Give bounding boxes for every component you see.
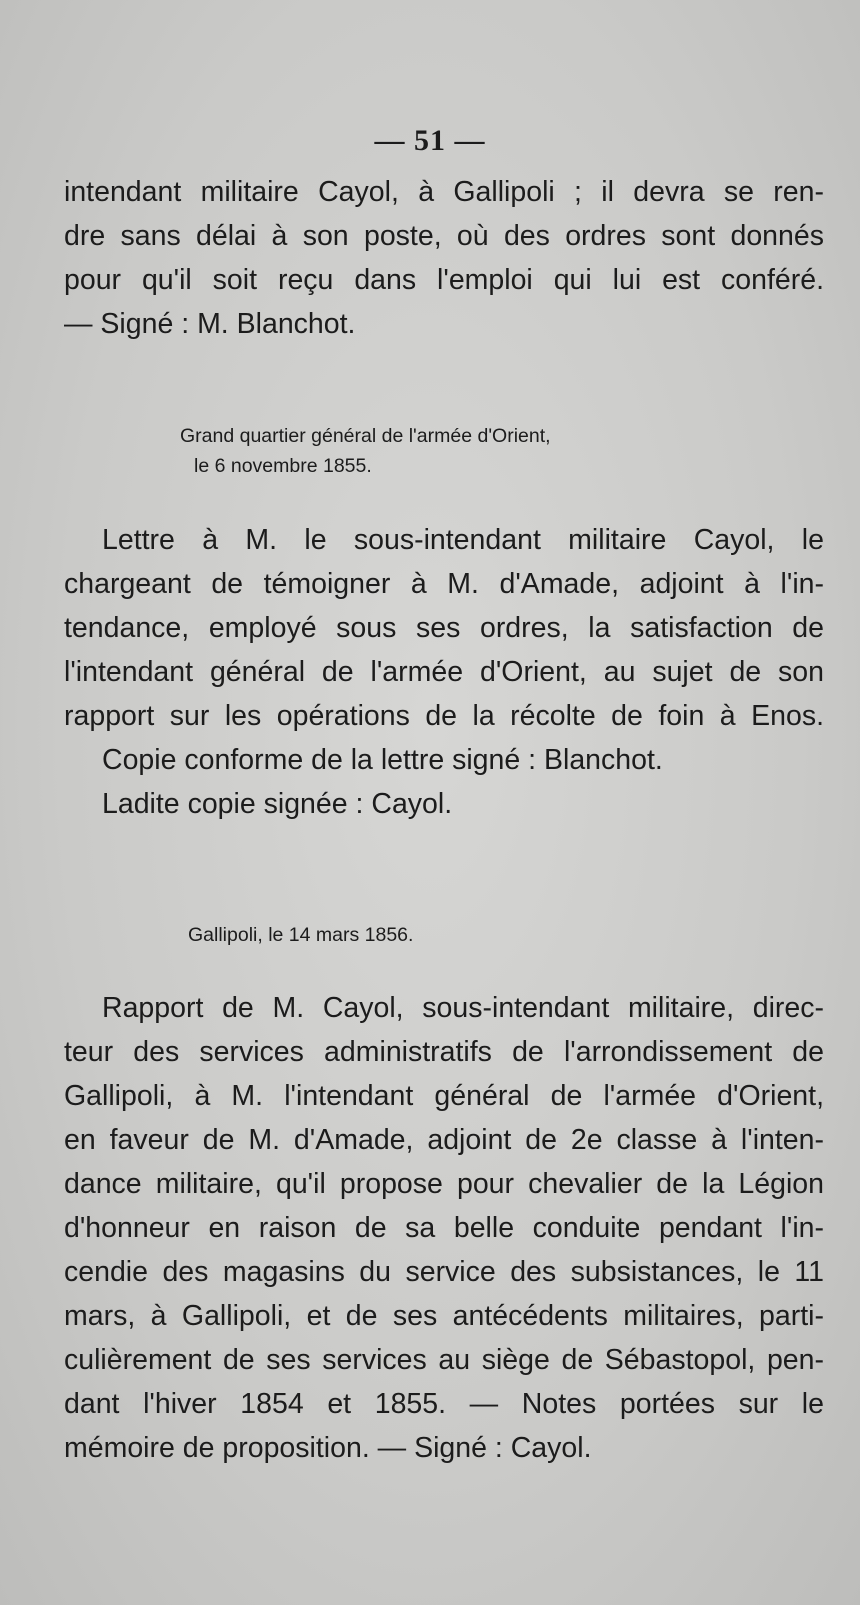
paragraph-appointment: [64, 170, 824, 346]
copy-conforme-line: Copie conforme de la lettre signé : Blanchot.: [102, 744, 663, 776]
text-line: Lettre à M. le sous-intendant militaire Cayol, le: [102, 524, 824, 556]
text-line: dant l'hiver 1854 et 1855. — Notes portées sur le: [64, 1388, 824, 1420]
text-line: chargeant de témoigner à M. d'Amade, adjoint à l'in-: [64, 568, 824, 600]
dateline-gallipoli: Gallipoli, le 14 mars 1856.: [188, 924, 414, 946]
text-line: dance militaire, qu'il propose pour chevalier de la Légion: [64, 1168, 824, 1200]
dateline-date: le 6 novembre 1855.: [194, 455, 372, 477]
text-line: intendant militaire Cayol, à Gallipoli ; il devra se ren-: [64, 176, 824, 208]
text-line: l'intendant général de l'armée d'Orient, au sujet de son: [64, 656, 824, 688]
text-line: culièrement de ses services au siège de Sébastopol, pen-: [64, 1344, 824, 1376]
text-line: — Signé : M. Blanchot.: [64, 308, 356, 340]
text-line: d'honneur en raison de sa belle conduite pendant l'in-: [64, 1212, 824, 1244]
dateline-place: Grand quartier général de l'armée d'Orient,: [180, 425, 551, 447]
page-number: — 51 —: [374, 124, 486, 157]
text-line: Rapport de M. Cayol, sous-intendant militaire, direc-: [102, 992, 824, 1024]
text-line: mémoire de proposition. — Signé : Cayol.: [64, 1432, 592, 1464]
text-line: tendance, employé sous ses ordres, la satisfaction de: [64, 612, 824, 644]
text-line: en faveur de M. d'Amade, adjoint de 2e classe à l'inten-: [64, 1124, 824, 1156]
signed-copy-line: Ladite copie signée : Cayol.: [102, 788, 453, 820]
text-line: Gallipoli, à M. l'intendant général de l'armée d'Orient,: [64, 1080, 824, 1112]
dateline-headquarters: [180, 421, 551, 481]
paragraph-letter: [64, 518, 824, 826]
text-line: pour qu'il soit reçu dans l'emploi qui lui est conféré.: [64, 264, 824, 296]
text-line: dre sans délai à son poste, où des ordres sont donnés: [64, 220, 824, 252]
text-line: cendie des magasins du service des subsistances, le 11: [64, 1256, 824, 1288]
paragraph-report: [64, 986, 824, 1470]
text-line: teur des services administratifs de l'arrondissement de: [64, 1036, 824, 1068]
text-line: mars, à Gallipoli, et de ses antécédents militaires, parti-: [64, 1300, 824, 1332]
text-line: rapport sur les opérations de la récolte de foin à Enos.: [64, 700, 824, 732]
